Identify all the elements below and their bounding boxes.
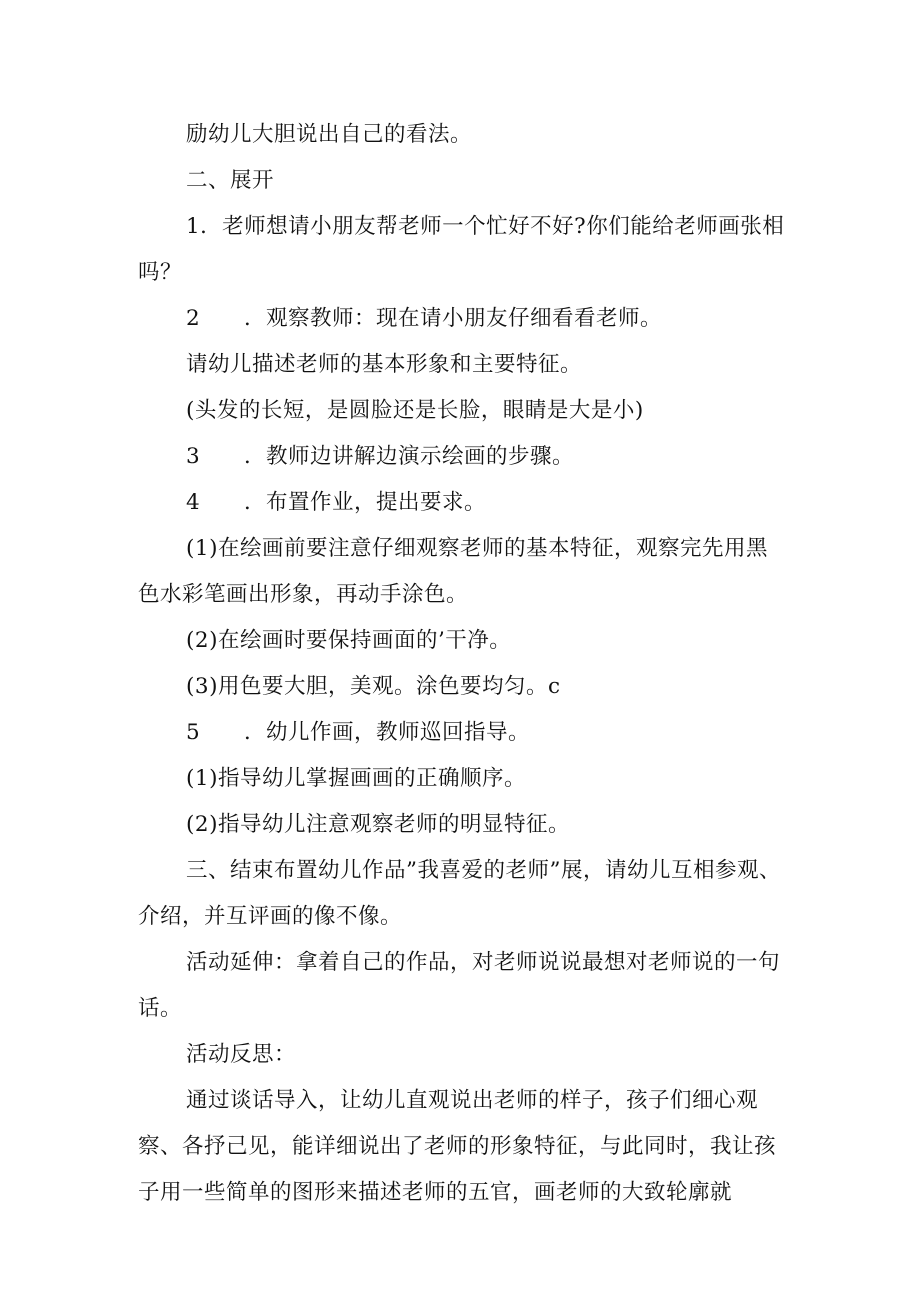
step-text: ．布置作业，提出要求。	[244, 490, 487, 515]
activity-extension: 活动延伸：拿着自己的作品，对老师说说最想对老师说的一句话。	[138, 950, 781, 1021]
heading-expand: 二、展开	[186, 168, 275, 193]
step-4	[138, 480, 788, 526]
heading-conclusion: 三、结束布置幼儿作品”我喜爱的老师”展，请幼儿互相参观、介绍，并互评画的像不像。	[138, 858, 781, 929]
document-page	[138, 112, 788, 1216]
reflection-body: 通过谈话导入，让幼儿直观说出老师的样子，孩子们细心观察、各抒己见，能详细说出了老师的形象特征，与此同时，我让孩子用一些简单的图形来描述老师的五官，画老师的大致轮廓就	[138, 1088, 777, 1205]
step-text: ．幼儿作画，教师巡回指导。	[244, 720, 531, 745]
step-2-note: (头发的长短，是圆脸还是长脸，眼睛是大是小)	[186, 398, 644, 423]
step-2-detail: 请幼儿描述老师的基本形象和主要特征。	[186, 352, 583, 377]
reflection-heading: 活动反思：	[186, 1042, 297, 1067]
step-2	[138, 296, 788, 342]
step-text: ．教师边讲解边演示绘画的步骤。	[244, 444, 575, 469]
requirement-3: (3)用色要大胆，美观。涂色要均匀。c	[186, 674, 561, 699]
step-3	[138, 434, 788, 480]
step-5	[138, 710, 788, 756]
guidance-1: (1)指导幼儿掌握画画的正确顺序。	[186, 766, 526, 791]
step-number: 4	[186, 490, 201, 515]
requirement-2: (2)在绘画时要保持画面的’干净。	[186, 628, 512, 653]
paragraph-intro-end: 励幼儿大胆说出自己的看法。	[186, 122, 473, 147]
step-number: 2	[186, 306, 201, 331]
requirement-1: (1)在绘画前要注意仔细观察老师的基本特征，观察完先用黑色水彩笔画出形象，再动手涂色。	[138, 536, 768, 607]
guidance-2: (2)指导幼儿注意观察老师的明显特征。	[186, 812, 570, 837]
step-number: 5	[186, 720, 201, 745]
step-number: 3	[186, 444, 201, 469]
step-text: ．观察教师：现在请小朋友仔细看看老师。	[244, 306, 663, 331]
step-1: 1．老师想请小朋友帮老师一个忙好不好?你们能给老师画张相吗？	[138, 214, 785, 285]
